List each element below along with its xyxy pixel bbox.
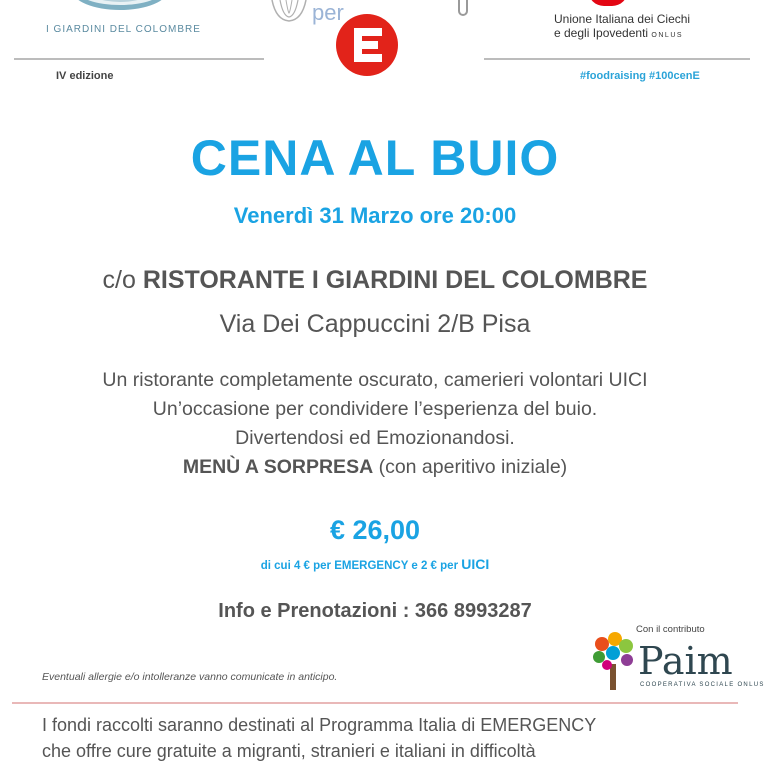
footer-text-line2: che offre cure gratuite a migranti, stranieri e italiani in difficoltà — [42, 741, 536, 761]
emergency-logo-per: per — [312, 0, 344, 25]
event-date: Venerdì 31 Marzo ore 20:00 — [233, 203, 517, 228]
event-description — [0, 366, 750, 482]
sponsor-subtitle: COOPERATIVA SOCIALE ONLUS — [640, 682, 765, 688]
sponsor-name: Paim — [638, 639, 733, 683]
header-divider-left — [14, 58, 264, 60]
event-venue: c/o RISTORANTE I GIARDINI DEL COLOMBRE — [102, 266, 648, 294]
spoon-icon — [458, 0, 468, 16]
description-line: Un’occasione per condividere l’esperienza del buio. — [152, 398, 598, 420]
footer-text-line1: I fondi raccolti saranno destinati al Programma Italia di EMERGENCY — [42, 715, 597, 735]
footer-divider — [12, 702, 738, 704]
uici-logo-icon — [588, 0, 628, 6]
booking-info: Info e Prenotazioni : 366 8993287 — [218, 600, 532, 622]
giardini-logo-text: I GIARDINI DEL COLOMBRE — [46, 24, 201, 35]
description-line: Un ristorante completamente oscurato, camerieri volontari UICI — [102, 369, 648, 391]
sponsor-label: Con il contributo — [636, 624, 705, 635]
uici-logo-text: Unione Italiana dei Ciechi e degli Ipovedenti ONLUS — [554, 12, 691, 40]
giardini-colombre-logo — [28, 0, 208, 40]
whisk-icon — [266, 0, 312, 22]
event-price: € 26,00 — [329, 515, 421, 545]
event-title: CENA AL BUIO — [190, 130, 560, 186]
description-line: Divertendosi ed Emozionandosi. — [235, 427, 515, 449]
price-breakdown: di cui 4 € per EMERGENCY e 2 € per UICI — [260, 556, 490, 572]
allergy-note: Eventuali allergie e/o intolleranze vanno comunicate in anticipo. — [42, 671, 338, 683]
event-address: Via Dei Cappuccini 2/B Pisa — [219, 310, 531, 338]
edition-label: IV edizione — [56, 70, 114, 82]
tree-icon — [590, 630, 636, 692]
hashtags: #foodraising #100cenE — [580, 70, 700, 82]
description-line: MENÙ A SORPRESA (con aperitivo iniziale) — [182, 456, 568, 478]
emergency-logo-icon — [336, 14, 398, 76]
header-divider-right — [484, 58, 750, 60]
